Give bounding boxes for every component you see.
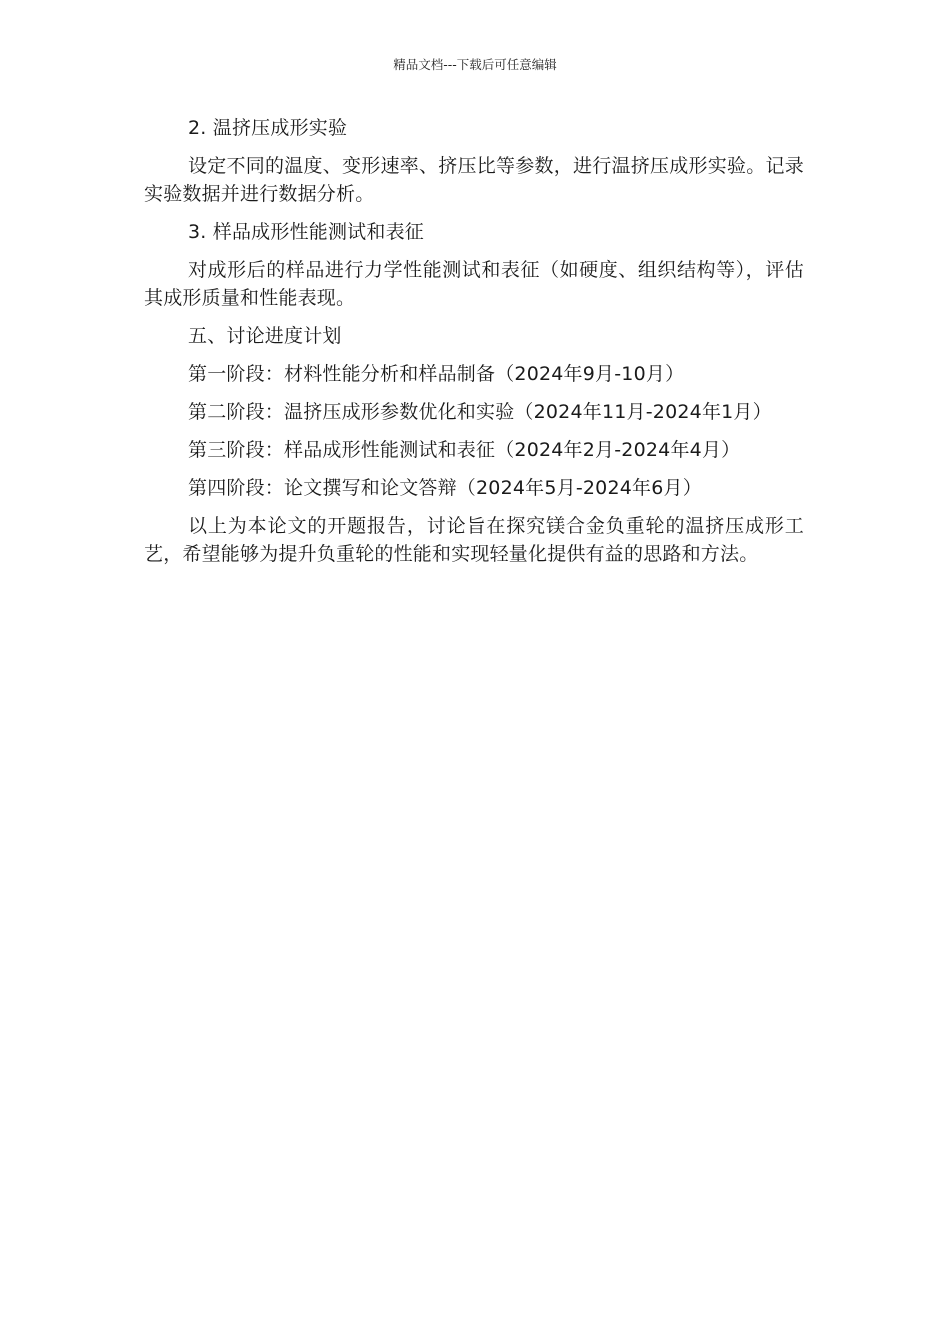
schedule-stage-1: 第一阶段：材料性能分析和样品制备（2024年9月-10月） bbox=[188, 363, 685, 385]
document-body bbox=[144, 114, 804, 578]
section-heading-sample-testing: 3. 样品成形性能测试和表征 bbox=[188, 221, 424, 243]
schedule-stage-2: 第二阶段：温挤压成形参数优化和实验（2024年11月-2024年1月） bbox=[188, 401, 772, 423]
schedule-stage-4: 第四阶段：论文撰写和论文答辩（2024年5月-2024年6月） bbox=[188, 477, 702, 499]
paragraph-sample-testing: 对成形后的样品进行力学性能测试和表征（如硬度、组织结构等），评估其成形质量和性能表现。 bbox=[144, 259, 804, 309]
paragraph-experiment-parameters: 设定不同的温度、变形速率、挤压比等参数，进行温挤压成形实验。记录实验数据并进行数据分析。 bbox=[144, 155, 804, 205]
schedule-stage-3: 第三阶段：样品成形性能测试和表征（2024年2月-2024年4月） bbox=[188, 439, 741, 461]
section-heading-schedule: 五、讨论进度计划 bbox=[188, 325, 342, 347]
paragraph-conclusion: 以上为本论文的开题报告，讨论旨在探究镁合金负重轮的温挤压成形工艺，希望能够为提升负重轮的性能和实现轻量化提供有益的思路和方法。 bbox=[144, 515, 804, 565]
section-heading-warm-extrusion: 2. 温挤压成形实验 bbox=[188, 117, 348, 139]
page-header: 精品文档---下载后可任意编辑 bbox=[393, 57, 557, 72]
